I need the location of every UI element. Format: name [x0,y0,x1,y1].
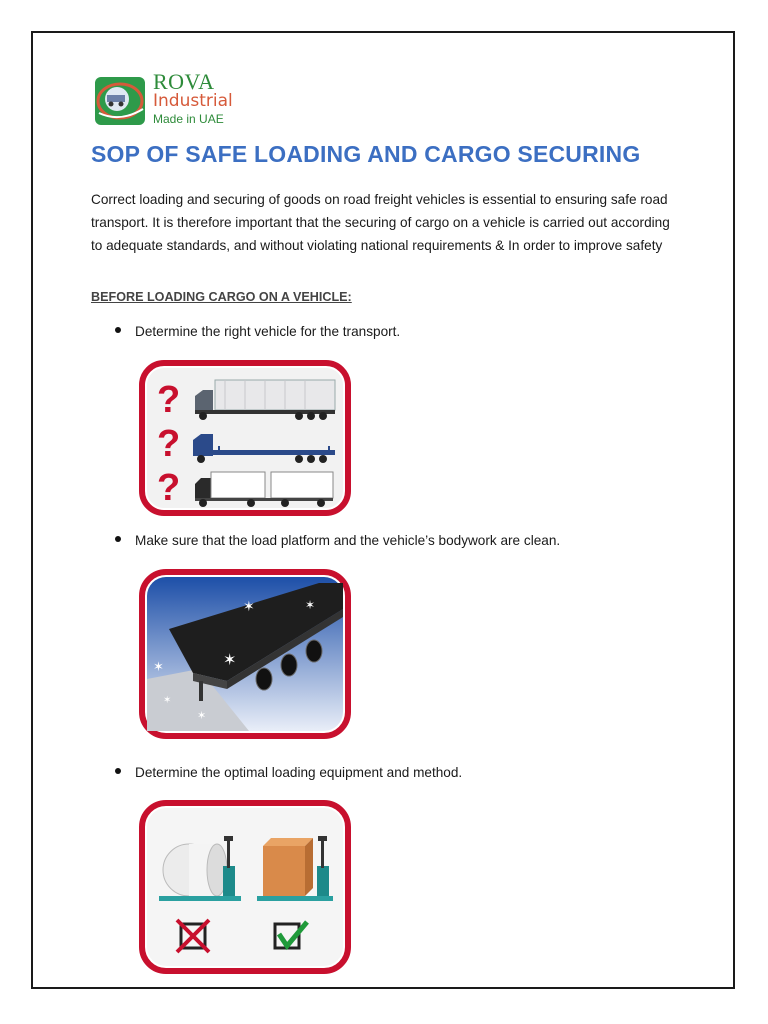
svg-text:✶: ✶ [243,599,255,615]
svg-text:?: ? [157,467,181,509]
svg-text:✶: ✶ [163,695,172,706]
logo-subbrand: Industrial [153,91,233,111]
bullet-item-3 [115,765,462,780]
clean-platform-illustration [139,569,351,739]
document-page [31,31,735,989]
question-mark-icon [157,423,180,465]
section-heading: BEFORE LOADING CARGO ON A VEHICLE: [91,290,352,304]
bullet-dot [115,327,121,333]
logo-tagline: Made in UAE [153,112,224,126]
bullet-item-1 [115,324,400,339]
logo-brand: ROVA [153,69,215,94]
logo-mark-icon [93,73,149,129]
bullet-text: Determine the optimal loading equipment and method. [135,765,463,780]
bullet-text: Make sure that the load platform and the vehicle’s bodywork are clean. [135,533,561,548]
curtain-truck-icon [195,380,335,420]
svg-text:?: ? [157,423,181,465]
company-logo [93,69,253,133]
bullet-text: Determine the right vehicle for the transport. [135,324,401,339]
svg-text:✶: ✶ [305,598,316,612]
svg-text:✶: ✶ [153,660,164,675]
bullet-dot [115,536,121,542]
svg-text:?: ? [157,379,181,421]
box-pallet-jack-icon [257,836,333,901]
question-mark-icon [157,379,180,421]
cross-box-icon [177,920,209,952]
bullet-item-2 [115,533,560,548]
vehicle-choice-illustration [139,360,351,516]
intro-paragraph: Correct loading and securing of goods on road freight vehicles is essential to ensuring safe road transport. It is therefore important that the securing of cargo on a vehicle is carried out according to adequate standards, and without violating national requirements & In order to improve safety [91,192,670,253]
question-mark-icon [157,467,180,509]
bullet-dot [115,768,121,774]
svg-text:✶: ✶ [197,709,207,722]
svg-text:✶: ✶ [223,650,237,669]
loading-equipment-illustration [139,800,351,974]
document-title: SOP OF SAFE LOADING AND CARGO SECURING [91,141,641,167]
